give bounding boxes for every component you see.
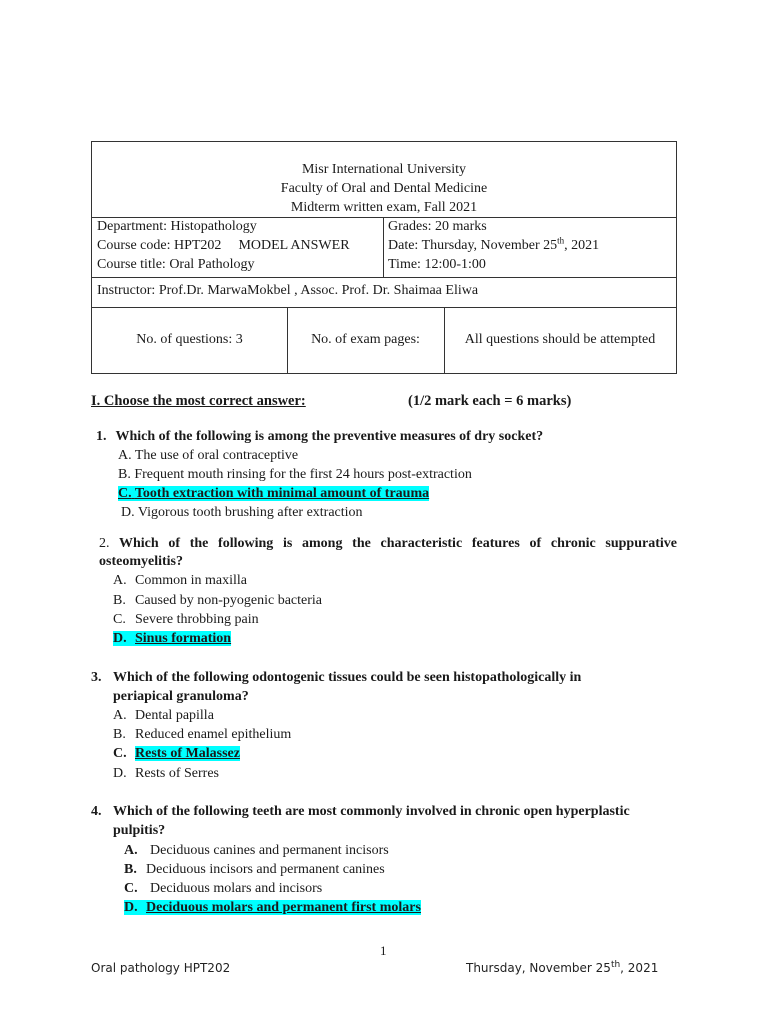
correct-answer-highlight: Rests of Malassez [135,746,240,761]
course-info-left [92,217,384,277]
num-questions: No. of questions: 3 [92,307,288,373]
instructor-line: Instructor: Prof.Dr. MarwaMokbel , Assoc. Prof. Dr. Shaimaa Eliwa [92,277,676,308]
option-letter: B. [113,727,126,742]
option-letter: C. [124,881,138,896]
question-number: 4. [91,804,102,819]
option-letter: B. [118,467,131,482]
question-text: Which of the following is among the preventive measures of dry socket? [115,429,544,444]
question-text: Which of the following teeth are most commonly involved in chronic open hyperplastic [113,804,630,819]
section-title-text: I. Choose the most correct answer: [91,393,306,409]
option-letter: A. [113,573,127,588]
section-marks: (1/2 mark each = 6 marks) [408,393,572,409]
q4-option-a[interactable] [124,841,389,860]
q1-option-b[interactable] [118,465,472,484]
question-number: 2. [99,536,110,551]
option-text: Sinus formation [135,631,232,646]
option-letter: D. [124,900,138,915]
grades: Grades: 20 marks [388,219,487,234]
option-text: Dental papilla [135,708,214,723]
question-number: 1. [96,429,107,444]
question-1 [96,427,543,446]
attempt-note: All questions should be attempted [464,332,656,347]
question-2-line-2: osteomyelitis? [99,554,183,569]
option-text: Deciduous incisors and permanent canines [146,862,385,877]
option-letter: A. [113,708,127,723]
q4-option-c[interactable] [124,879,322,898]
option-text: Deciduous canines and permanent incisors [150,843,389,858]
option-text: Deciduous molars and permanent first molars [146,900,421,915]
exam-date-sup: th [557,235,565,246]
exam-date [388,236,676,255]
option-text: Common in maxilla [135,573,247,588]
question-2-line-1 [99,534,677,553]
correct-answer-highlight [118,486,429,501]
footer-date-year: , 2021 [620,961,659,975]
option-letter: C. [113,612,126,627]
option-text: Rests of Serres [135,766,219,781]
university-name: Misr International University [301,162,467,177]
course-info-right [383,217,676,277]
question-3-line-1 [91,668,581,687]
option-text: Vigorous tooth brushing after extraction [137,505,363,520]
option-letter: D. [113,631,127,646]
exam-name: Midterm written exam, Fall 2021 [290,200,478,215]
section-title [91,393,306,410]
course-title: Course title: Oral Pathology [97,257,255,272]
footer-right [466,961,658,975]
footer-date-sup: th [610,960,621,970]
option-text: Deciduous molars and incisors [150,881,323,896]
q1-option-d[interactable] [121,503,363,522]
option-text: Tooth extraction with minimal amount of trauma [134,486,430,501]
question-4-line-1 [91,802,630,821]
q3-option-d[interactable] [113,764,219,783]
question-text: Which of the following odontogenic tissues could be seen histopathologically in [113,670,582,685]
page-number: 1 [380,943,387,958]
correct-answer-highlight [113,631,231,646]
option-text: Frequent mouth rinsing for the first 24 hours post-extraction [134,467,472,482]
exam-date-year: , 2021 [564,238,600,253]
exam-time: Time: 12:00-1:00 [388,257,486,272]
option-letter: B. [124,862,137,877]
question-3-line-2: periapical granuloma? [113,689,249,704]
q2-option-d-correct[interactable] [113,629,231,648]
exam-date-text: Date: Thursday, November 25 [388,238,558,253]
q2-option-c[interactable] [113,610,259,629]
option-letter: D. [113,766,127,781]
option-letter: B. [113,593,126,608]
option-text: Caused by non-pyogenic bacteria [135,593,322,608]
exam-meta-row [92,307,676,373]
option-letter: D. [121,505,135,520]
option-text: Reduced enamel epithelium [135,727,292,742]
course-code-line [97,236,383,255]
footer-date-text: Thursday, November 25 [466,961,611,975]
question-text: Which of the following is among the characteristic features of chronic suppurative [118,536,677,551]
q1-option-a[interactable] [118,446,298,465]
option-letter: C. [113,746,127,761]
q1-option-c-correct[interactable] [118,484,429,503]
option-letter: C. [118,486,132,501]
exam-header-table [91,141,677,374]
department: Department: Histopathology [97,219,257,234]
option-letter: A. [124,843,138,858]
q3-option-a[interactable] [113,706,214,725]
q3-option-b[interactable] [113,725,291,744]
q2-option-a[interactable] [113,571,247,590]
option-text: Severe throbbing pain [135,612,259,627]
course-info-row [92,217,676,278]
footer-left: Oral pathology HPT202 [91,961,231,975]
q3-option-c-correct[interactable] [113,744,240,763]
option-letter: A. [118,448,132,463]
course-code: Course code: HPT202 [97,238,222,253]
q2-option-b[interactable] [113,591,322,610]
faculty-name: Faculty of Oral and Dental Medicine [280,181,488,196]
option-text: The use of oral contraceptive [134,448,299,463]
correct-answer-highlight [124,900,421,915]
q4-option-b[interactable] [124,860,385,879]
question-4-line-2: pulpitis? [113,823,166,838]
model-answer-label: MODEL ANSWER [238,238,350,253]
q4-option-d-correct[interactable] [124,898,421,917]
question-number: 3. [91,670,102,685]
num-pages: No. of exam pages: [287,307,445,373]
exam-title-block [92,142,676,218]
